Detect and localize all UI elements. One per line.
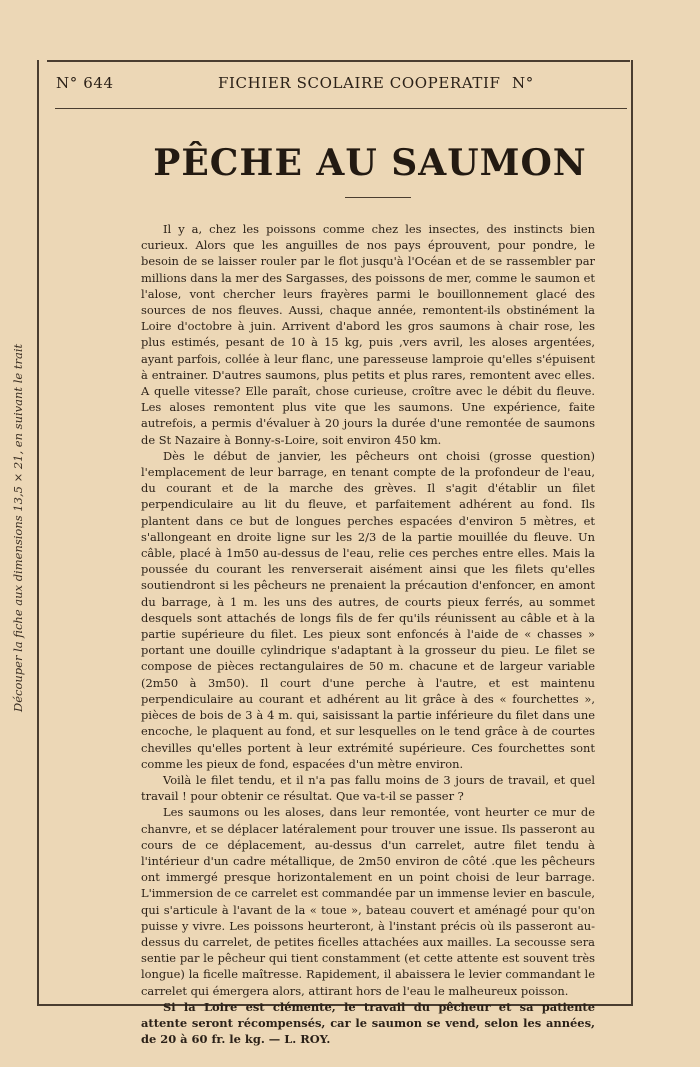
- paragraph: Dès le début de janvier, les pêcheurs ont choisi (grosse question) l'emplacement de leur barrage, en tenant compte de la profondeur de l'eau, du courant et de la marche des grèves. Il s'agit d'établir un filet perpendiculaire au lit du fleuve, et parfaitement adhérent au fond. Ils plantent dans ce but de longues perches espacées d'environ 5 mètres, et s'allongeant en droite ligne sur les 2/3 de la partie mouillée du fleuve. Un câble, placé à 1m50 au-dessus de l'eau, relie ces perches entre elles. Mais la poussée du courant les renverserait aisément ainsi que les filets qu'elles soutiendront si les pêcheurs ne prenaient la précaution d'enfoncer, en amont du barrage, à 1 m. les uns des autres, de courts pieux ferrés, au sommet desquels sont attachés de longs fils de fer qu'ils réunissent au câble et à la partie supérieure du filet. Les pieux sont enfoncés à l'aide de « chasses » portant une douille cylindrique s'adaptant à la grosseur du pieu. Le filet se compose de pièces rectangulaires de 50 m. chacune et de largeur variable (2m50 à 3m50). Il court d'une perche à l'autre, et est maintenu perpendiculaire au courant et adhérent au lit grâce à des « fourchettes », pièces de bois de 3 à 4 m. qui, saisissant la partie inférieure du filet dans une encoche, le plaquent au fond, et sur lesquelles on le tend grâce à de courtes chevilles qu'elles portent à leur extrémité supérieure. Ces fourchettes sont comme les pieux de fond, espacées d'un mètre environ.: [141, 448, 595, 771]
- paragraph: Voilà le filet tendu, et il n'a pas fallu moins de 3 jours de travail, et quel travail ! pour obtenir ce résultat. Que va-t-il se passer ?: [141, 772, 595, 804]
- series-title: FICHIER SCOLAIRE COOPERATIF: [218, 74, 501, 92]
- article-title: PÊCHE AU SAUMON: [153, 142, 587, 184]
- title-underline: [345, 197, 411, 198]
- header-bottom-rule: [55, 108, 627, 109]
- cutting-instruction: Découper la fiche aux dimensions 13,5 × 21, en suivant le trait: [11, 343, 25, 712]
- card-number-left: N° 644: [56, 74, 114, 92]
- paragraph: Les saumons ou les aloses, dans leur remontée, vont heurter ce mur de chanvre, et se déplacer latéralement pour trouver une issue. Ils passeront au cours de ce déplacement, au-dessus d'un carrelet, autre filet tendu à l'intérieur d'un cadre métallique, de 2m50 environ de côté .que les pêcheurs ont immergé presque horizontalement en un point choisi de leur barrage. L'immersion de ce carrelet est commandée par un immense levier en bascule, qui s'articule à l'avant de la « toue », bateau couvert et aménagé pour qu'on puisse y vivre. Les poissons heurteront, à l'instant précis où ils passeront au-dessus du carrelet, de petites ficelles attachées aux mailles. La secousse sera sentie par le pêcheur qui tient constamment (et cette attente est souvent très longue) la ficelle maîtresse. Rapidement, il abaissera le levier commandant le carrelet qui émergera alors, attirant hors de l'eau le malheureux poisson.: [141, 805, 595, 998]
- article-body: [141, 221, 595, 1047]
- card-number-right: N°: [512, 74, 534, 92]
- paragraph: Il y a, chez les poissons comme chez les insectes, des instincts bien curieux. Alors que les anguilles de nos pays éprouvent, pour pondre, le besoin de se laisser rouler par le flot jusqu'à l'Océan et de se rassembler par millions dans la mer des Sargasses, des poissons de mer, comme le saumon et l'alose, vont chercher leurs frayères parmi le bouillonnement glacé des sources de nos fleuves. Aussi, chaque année, remontent-ils obstinément la Loire d'octobre à juin. Arrivent d'abord les gros saumons à chair rose, les plus estimés, pesant de 10 à 15 kg, puis ,vers avril, les aloses argentées, ayant parfois, collée à leur flanc, une paresseuse lamproie qu'elles s'épuisent à entrainer. D'autres saumons, plus petits et plus rares, remontent avec elles. A quelle vitesse? Elle paraît, chose curieuse, croître avec le débit du fleuve. Les aloses remontent plus vite que les saumons. Une expérience, faite autrefois, a permis d'évaluer à 20 jours la durée d'une remontée de saumons de St Nazaire à Bonny-s-Loire, soit environ 450 km.: [141, 222, 595, 447]
- closing-paragraph: Si la Loire est clémente, le travail du pêcheur et sa patiente attente seront récompensés, car le saumon se vend, selon les années, de 20 à 60 fr. le kg. — L. ROY.: [141, 999, 595, 1047]
- header-top-rule: [47, 60, 630, 62]
- card-header: [56, 74, 596, 98]
